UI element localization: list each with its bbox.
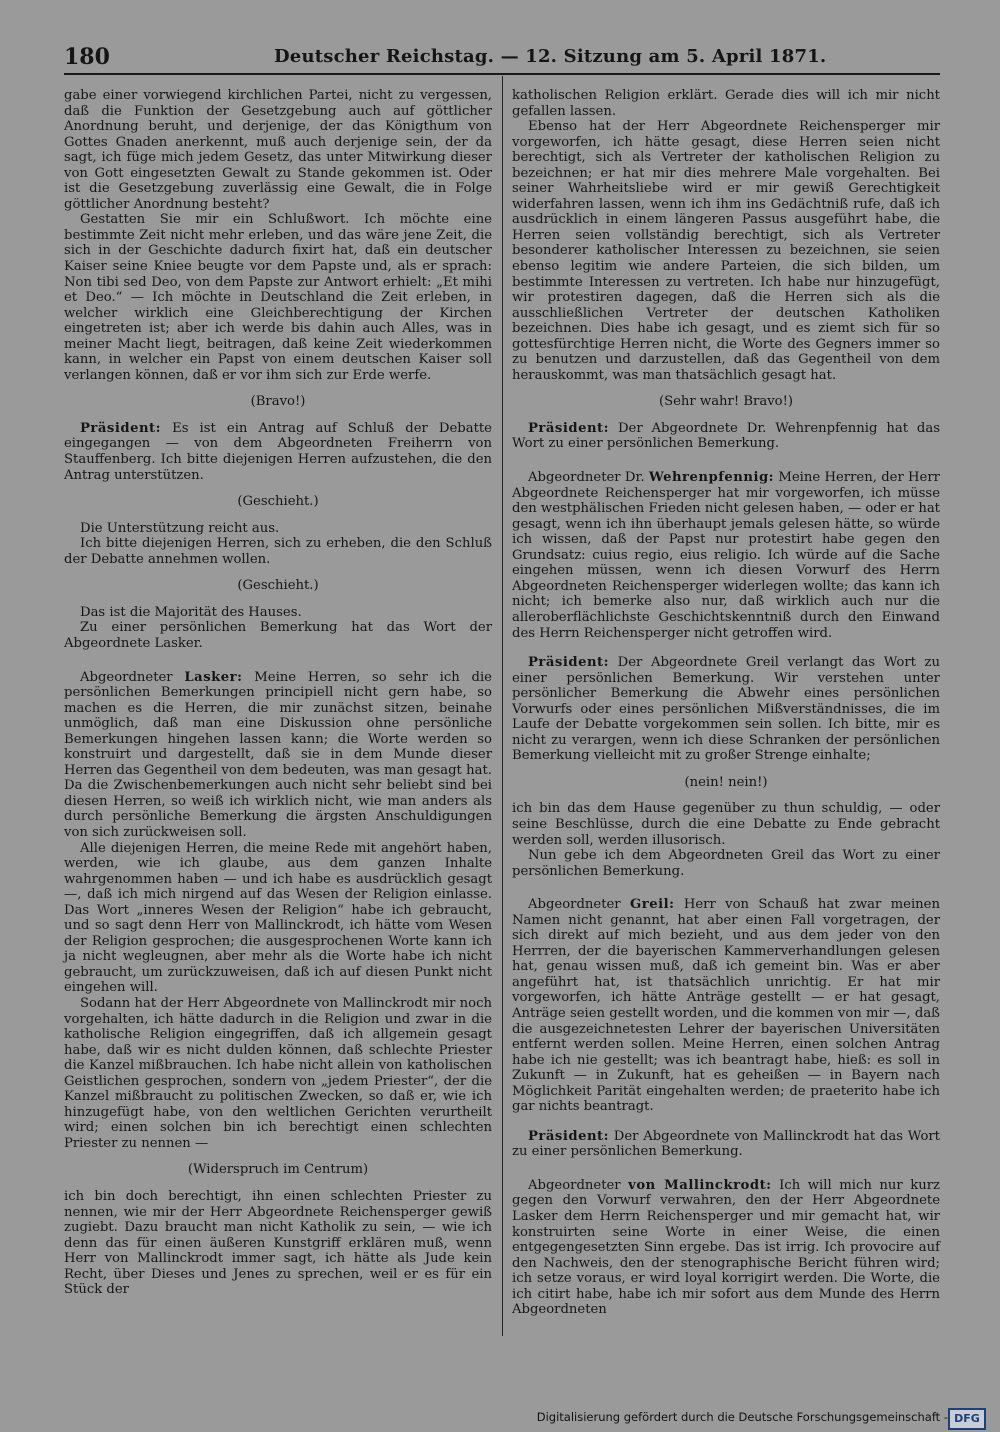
- running-title: Deutscher Reichstag. — 12. Sitzung am 5. April 1871.: [274, 46, 827, 67]
- speech-text: Meine Herren, der Herr Abgeordnete Reichensperger hat mir vorgeworfen, ich müsse den westphälischen Frieden nicht gelesen haben, — oder er hat gesagt, wenn ich ihn überhaupt jemals gelesen hätte, so würde ich wissen, daß der Papst nur protestirt habe gegen den Grundsatz: cuius regio, eius religio. Ich würde auf die Sache eingehen müssen, wenn ich diesen Vorwurf des Herrn Abgeordneten Reichensperger widerlegen wollte; das kann ich nicht; ich bemerke also nur, daß wirklich auch nur die alleroberflächlichste Geschichtskenntniß durch den Einwand des Herrn Reichensperger nicht getroffen wird.: [512, 470, 940, 641]
- speaker-name: Greil:: [629, 897, 675, 913]
- interjection: (nein! nein!): [684, 774, 768, 790]
- interjection: (Geschieht.): [237, 578, 319, 594]
- interjection: (Bravo!): [250, 394, 306, 410]
- interjection: (Sehr wahr! Bravo!): [658, 394, 794, 410]
- header-rule: [64, 73, 940, 75]
- speech-text: Meine Herren, so sehr ich die persönlichen Bemerkungen principiell nicht gern habe, so machen es die Herren, die mir zunächst sitzen, beinahe unmöglich, daß man eine Diskussion ohne persönliche Bemerkungen hingehen lassen kann; die Worte werden so konstruirt und dargestellt, daß sie in dem Munde dieser Herren das Gegentheil von dem bedeuten, was man gesagt hat. Da die Zwischenbemerkungen auch nicht sehr beliebt sind bei diesen Herren, so weiß ich wirklich nicht, wie man anders als durch persönliche Bemerkung die ärgsten Anschuldigungen von sich zurückweisen soll.: [64, 669, 492, 840]
- speaker-prefix: Abgeordneter: [528, 1177, 621, 1193]
- column-divider: [502, 76, 503, 1336]
- paragraph: [512, 1129, 940, 1160]
- paragraph: ich bin das dem Hause gegenüber zu thun schuldig, — oder seine Beschlüsse, durch die eine Debatte zu Ende gebracht werden soll, werden illusorisch.: [512, 801, 940, 848]
- speaker-prefix: Abgeordneter: [80, 669, 173, 685]
- digitization-footer: [0, 1408, 1000, 1430]
- speech-text: Es ist ein Antrag auf Schluß der Debatte eingegangen — von dem Abgeordneten Freiherrn von Stauffenberg. Ich bitte diejenigen Herren aufzustehen, die den Antrag unterstützen.: [64, 420, 492, 483]
- paragraph: Gestatten Sie mir ein Schlußwort. Ich möchte eine bestimmte Zeit nicht mehr erleben, und das wäre jene Zeit, die sich in der Geschichte dadurch fixirt hat, daß ein deutscher Kaiser seine Kniee beugte vor dem Papste und, als er sprach: Non tibi sed Deo, von dem Papste zur Antwort erhielt: „Et mihi et Deo.“ — Ich möchte in Deutschland die Zeit erleben, in welcher wirklich eine Gleichberechtigung der Kirchen eingetreten ist; aber ich werde bis dahin auch Alles, was in meiner Macht liegt, beitragen, daß keine Zeit wiederkommen kann, in welcher ein Papst von einem deutschen Kaiser soll verlangen können, daß er vor ihm sich zur Erde werfe.: [64, 212, 492, 383]
- paragraph: Sodann hat der Herr Abgeordnete von Mallinckrodt mir noch vorgehalten, ich hätte dadurch in die Religion und zwar in die katholische Religion eingegriffen, daß ich allgemein gesagt habe, daß wir es nicht dulden können, daß schlechte Priester die Kanzel mißbrauchen. Ich habe nicht allein von katholischen Geistlichen gesprochen, sondern von „jedem Priester“, der die Kanzel mißbraucht zu politischen Zwecken, so daß er, wie ich hinzugefügt habe, von den weltlichen Gerichten verurtheilt wird; einen solchen bin ich berechtigt einen schlechten Priester zu nennen —: [64, 995, 492, 1151]
- speech-text: Der Abgeordnete Greil verlangt das Wort zu einer persönlichen Bemerkung. Wir verstehen unter persönlicher Bemerkung die Abwehr eines persönlichen Vorwurfs oder eines persönlichen Mißverständnisses, die im Laufe der Debatte vorgekommen sein sollen. Ich bitte, mir es nicht zu verargen, wenn ich diese Schranken der persönlichen Bemerkung vielleicht mit zu großer Strenge einhalte;: [512, 655, 940, 764]
- funding-notice: Digitalisierung gefördert durch die Deutsche Forschungsgemeinschaft -: [536, 1410, 948, 1424]
- paragraph: ich bin doch berechtigt, ihn einen schlechten Priester zu nennen, wie mir der Herr Abgeordnete Reichensperger gewiß zugiebt. Dazu braucht man nicht Katholik zu sein, — wie ich denn das für einen äußeren Kunstgriff erklären muß, wenn Herr von Mallinckrodt immer sagt, ich hätte als Jude kein Recht, über Dieses und Jenes zu sprechen, weil er es für ein Stück der: [64, 1189, 492, 1298]
- dfg-logo-icon: DFG: [948, 1408, 986, 1430]
- paragraph: [512, 655, 940, 764]
- paragraph: [512, 421, 940, 452]
- paragraph: [512, 1178, 940, 1318]
- speaker-name: von Mallinckrodt:: [628, 1177, 772, 1193]
- right-column: [512, 88, 940, 1318]
- paragraph: gabe einer vorwiegend kirchlichen Partei, nicht zu vergessen, daß die Funktion der Gesetzgebung auch auf göttlicher Anordnung beruht, und derjenige, der das Königthum von Gottes Gnaden anerkennt, muß auch derjenige sein, der da sagt, ich füge mich jedem Gesetz, das unter Mitwirkung dieser von Gott eingesetzten Gewalt zu Stande gekommen ist. Oder ist die Gesetzgebung zuverlässig eine Gewalt, die in Folge göttlicher Anordnung besteht?: [64, 88, 492, 212]
- speaker-prefix: Abgeordneter: [528, 897, 621, 913]
- speaker-name: Lasker:: [184, 669, 243, 685]
- speech-text: Herr von Schauß hat zwar meinen Namen nicht genannt, hat aber einen Fall vorgetragen, der sich direkt auf mich bezieht, und aus dem jeder von den Herrren, der die bayerischen Kammerverhandlungen gelesen hat, genau wissen muß, daß ich gemeint bin. Was er aber angeführt hat, ist thatsächlich unrichtig. Er hat mir vorgeworfen, ich hätte Anträge gestellt — er hat gesagt, Anträge seien gestellt worden, und die kommen von mir —, daß die ausgezeichnetesten Lehrer der bayerischen Universitäten entfernt werden sollen. Meine Herren, einen solchen Antrag habe ich nie gestellt; was ich beantragt habe, hieß: es soll in Zukunft — in Zukunft, hat es geheißen — in Bayern nach Möglichkeit Parität eingehalten werden; de praeterito habe ich gar nichts beantragt.: [512, 897, 940, 1115]
- interjection: (Widerspruch im Centrum): [187, 1162, 369, 1178]
- paragraph: [64, 421, 492, 483]
- speaker-label: Präsident:: [528, 655, 610, 671]
- speech-text: Der Abgeordnete Dr. Wehrenpfennig hat das Wort zu einer persönlichen Bemerkung.: [512, 420, 940, 452]
- speaker-label: Präsident:: [80, 420, 162, 436]
- paragraph: Nun gebe ich dem Abgeordneten Greil das Wort zu einer persönlichen Bemerkung.: [512, 848, 940, 879]
- speech-text: Der Abgeordnete von Mallinckrodt hat das Wort zu einer persönlichen Bemerkung.: [512, 1128, 940, 1160]
- left-column: [64, 88, 492, 1298]
- speaker-prefix: Abgeordneter Dr.: [528, 470, 645, 486]
- paragraph: Alle diejenigen Herren, die meine Rede mit angehört haben, werden, wie ich glaube, aus dem ganzen Inhalte wahrgenommen haben — und ich habe es ausdrücklich gesagt —, daß ich mich nirgend auf das Wesen der Religion einlasse. Das Wort „inneres Wesen der Religion“ habe ich gebraucht, und so sagt denn Herr von Mallinckrodt, ich hätte vom Wesen der Religion gesprochen; die ausgesprochenen Worte kann ich ja nicht wegleugnen, aber mehr als die Worte habe ich nicht gebraucht, um zurückzuweisen, daß ich auf diesen Punkt nicht eingehen will.: [64, 840, 492, 996]
- page-number: 180: [64, 44, 110, 70]
- speaker-name: Wehrenpfennig:: [648, 470, 775, 486]
- speaker-label: Präsident:: [528, 1128, 610, 1144]
- paragraph: Ich bitte diejenigen Herren, sich zu erheben, die den Schluß der Debatte annehmen wollen.: [64, 536, 492, 567]
- speech-text: Ich will mich nur kurz gegen den Vorwurf verwahren, den der Herr Abgeordnete Lasker dem Herrn Reichensperger und mir gemacht hat, wir konstruirten seine Worte in einer Weise, die einen entgegengesetzten Sinn ergebe. Das ist irrig. Ich provocire auf den Nachweis, den der stenographische Bericht führen wird; ich setze voraus, er wird loyal korrigirt werden. Die Worte, die ich citirt habe, habe ich mir sofort aus dem Munde des Herrn Abgeordneten: [512, 1177, 940, 1318]
- paragraph: Zu einer persönlichen Bemerkung hat das Wort der Abgeordnete Lasker.: [64, 620, 492, 651]
- paragraph: katholischen Religion erklärt. Gerade dies will ich mir nicht gefallen lassen.: [512, 88, 940, 119]
- paragraph: Das ist die Majorität des Hauses.: [80, 604, 302, 620]
- paragraph: [512, 470, 940, 641]
- paragraph: Die Unterstützung reicht aus.: [80, 520, 280, 536]
- speaker-label: Präsident:: [528, 420, 610, 436]
- paragraph: Ebenso hat der Herr Abgeordnete Reichensperger mir vorgeworfen, ich hätte gesagt, diese Herren seien nicht berechtigt, sich als Vertreter der katholischen Religion zu bezeichnen; er hat mir dies mehrere Male vorgehalten. Bei seiner Wahrheitsliebe wird er mir gewiß Gerechtigkeit widerfahren lassen, wenn ich ihm ins Gedächtniß rufe, daß ich ausdrücklich in einem längeren Passus ausgeführt habe, die Herren seien vollständig berechtigt, sich als Vertreter besonderer katholischer Interessen zu bezeichnen, sie seien ebenso legitim wie andere Parteien, die sich bilden, um bestimmte Interessen zu vertreten. Ich habe nur hinzugefügt, wir protestiren dagegen, daß die Herren sich als die ausschließlichen Vertreter der deutschen Katholiken bezeichnen. Dies habe ich gesagt, und es ziemt sich für so gottesfürchtige Herren nicht, die Worte des Gegners immer so zu benutzen und darzustellen, daß das Gegentheil von dem herauskommt, was man thatsächlich gesagt hat.: [512, 119, 940, 383]
- paragraph: [64, 670, 492, 841]
- page-header: [64, 40, 940, 70]
- paragraph: [512, 897, 940, 1115]
- interjection: (Geschieht.): [237, 494, 319, 510]
